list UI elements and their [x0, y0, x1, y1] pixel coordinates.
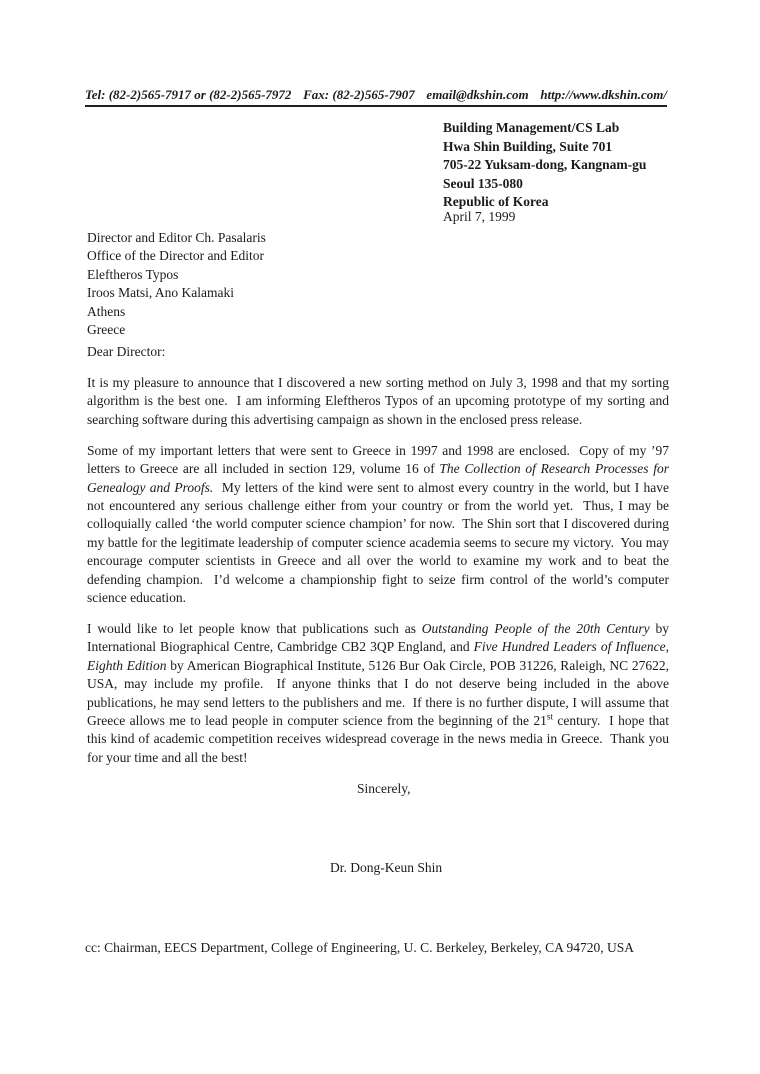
cc-line: cc: Chairman, EECS Department, College of Engineering, U. C. Berkeley, Berkeley, CA 94720, USA [85, 940, 635, 955]
italic-text: The Collection of Research Processes for Genealogy and Proofs. [87, 461, 669, 495]
signature-name: Dr. Dong-Keun Shin [330, 860, 443, 875]
sender-address-line: Seoul 135-080 [443, 175, 523, 191]
recipient-address-line: Athens [87, 303, 126, 319]
body-text: I would like to let people know that publications such as [87, 620, 422, 636]
contact-header [85, 87, 667, 107]
body-text: Some of my important letters that were sent to Greece in 1997 and 1998 are enclosed. Copy of my ’97 letters to Greece are all included in section 129, volume 16 of [87, 442, 669, 477]
date: April 7, 1999 [443, 209, 516, 224]
body-text: by American Biographical Institute, 5126 Bur Oak Circle, POB 31226, Raleigh, NC 27622, USA, may include my profile. If anyone thinks that I do not deserve being included in the above publications, he may send letters to the publishers and me. If there is no further dispute, I will assume that Greece allows me to lead people in computer science from the beginning of the 21 [87, 657, 670, 728]
tel-text: Tel: (82-2)565-7917 or (82-2)565-7972 [85, 87, 292, 102]
paragraph [87, 620, 669, 767]
sender-address-line: Republic of Korea [443, 194, 549, 209]
italic-text: Five Hundred Leaders of Influence, Eighth Edition [87, 639, 669, 673]
letter-body [87, 374, 669, 780]
sender-address-line: Hwa Shin Building, Suite 701 [443, 138, 613, 154]
recipient-address-line: Director and Editor Ch. Pasalaris [87, 230, 266, 245]
sender-address [443, 119, 646, 212]
recipient-address-line: Office of the Director and Editor [87, 248, 265, 264]
sender-address-line: 705-22 Yuksam-dong, Kangnam-gu [443, 157, 647, 172]
fax-text: Fax: (82-2)565-7907 [303, 87, 415, 102]
body-text: century. I hope that this kind of academic competition receives widespread coverage in the news media in Greece. Thank you for your time and all the best! [87, 712, 669, 765]
body-text: It is my pleasure to announce that I discovered a new sorting method on July 3, 1998 and that my sorting algorithm is the best one. I am informing Eleftheros Typos of an upcoming prototype of my sorting and searching software during this advertising campaign as shown in the enclosed press release. [87, 375, 669, 427]
closing: Sincerely, [357, 781, 411, 796]
body-text: My letters of the kind were sent to almost every country in the world, but I have not encountered any serious challenge either from your country or from the world yet. Thus, I may be colloquially called ‘the world computer science champion’ for now. The Shin sort that I discovered during my battle for the legitimate leadership of computer science academia seems to secure my victory. You may encourage computer scientists in Greece and all over the world to examine my work and to beat the defending champion. I’d welcome a championship fight to seize firm control of the world’s computer science education. [87, 479, 669, 605]
recipient-address-line: Greece [87, 322, 126, 338]
paragraph [87, 374, 669, 429]
sender-address-line: Building Management/CS Lab [443, 120, 620, 135]
salutation: Dear Director: [87, 344, 166, 359]
italic-text: Outstanding People of the 20th Century [421, 620, 650, 636]
recipient-address [87, 229, 266, 339]
superscript-text: st [546, 711, 553, 722]
website-text: http://www.dkshin.com/ [540, 87, 667, 102]
email-text: email@dkshin.com [426, 87, 529, 102]
recipient-address-line: Eleftheros Typos [87, 266, 179, 282]
paragraph [87, 442, 669, 608]
body-text: by International Biographical Centre, Cambridge CB2 3QP England, and [87, 620, 669, 655]
recipient-address-line: Iroos Matsi, Ano Kalamaki [87, 285, 234, 301]
